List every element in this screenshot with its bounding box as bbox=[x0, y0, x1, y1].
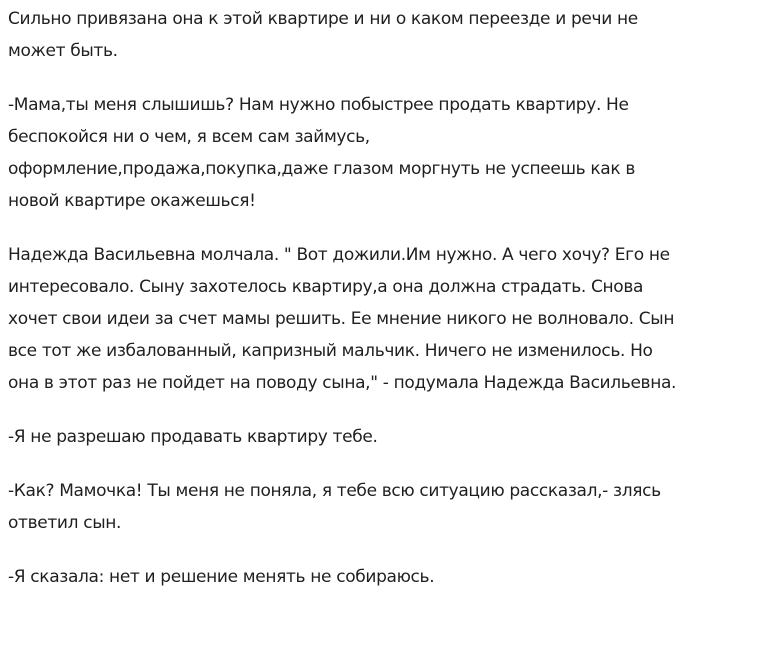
text-line: хочет свои идеи за счет мамы решить. Ее мнение никого не волновало. Сын bbox=[8, 309, 675, 329]
text-line: оформление,продажа,покупка,даже глазом моргнуть не успеешь как в bbox=[8, 159, 636, 179]
text-line: все тот же избалованный, капризный мальчик. Ничего не изменилось. Но bbox=[8, 341, 653, 361]
text-line: Сильно привязана она к этой квартире и ни о каком переезде и речи не bbox=[8, 9, 638, 29]
paragraph-5 bbox=[8, 475, 760, 539]
text-line: беспокойся ни о чем, я всем сам займусь, bbox=[8, 127, 370, 147]
text-line: новой квартире окажешься! bbox=[8, 191, 256, 211]
article-body bbox=[8, 3, 760, 615]
text-line: -Как? Мамочка! Ты меня не поняла, я тебе всю ситуацию рассказал,- злясь bbox=[8, 481, 661, 501]
paragraph-1 bbox=[8, 3, 760, 67]
text-line: -Я сказала: нет и решение менять не собираюсь. bbox=[8, 567, 435, 587]
paragraph-4 bbox=[8, 421, 760, 453]
paragraph-2 bbox=[8, 89, 760, 217]
paragraph-6 bbox=[8, 561, 760, 593]
text-line: может быть. bbox=[8, 41, 118, 61]
text-line: интересовало. Сыну захотелось квартиру,а она должна страдать. Снова bbox=[8, 277, 644, 297]
text-line: Надежда Васильевна молчала. " Вот дожили.Им нужно. А чего хочу? Его не bbox=[8, 245, 670, 265]
paragraph-3 bbox=[8, 239, 760, 399]
text-line: ответил сын. bbox=[8, 513, 122, 533]
text-line: -Я не разрешаю продавать квартиру тебе. bbox=[8, 427, 378, 447]
text-line: -Мама,ты меня слышишь? Нам нужно побыстрее продать квартиру. Не bbox=[8, 95, 629, 115]
text-line: она в этот раз не пойдет на поводу сына," - подумала Надежда Васильевна. bbox=[8, 373, 677, 393]
